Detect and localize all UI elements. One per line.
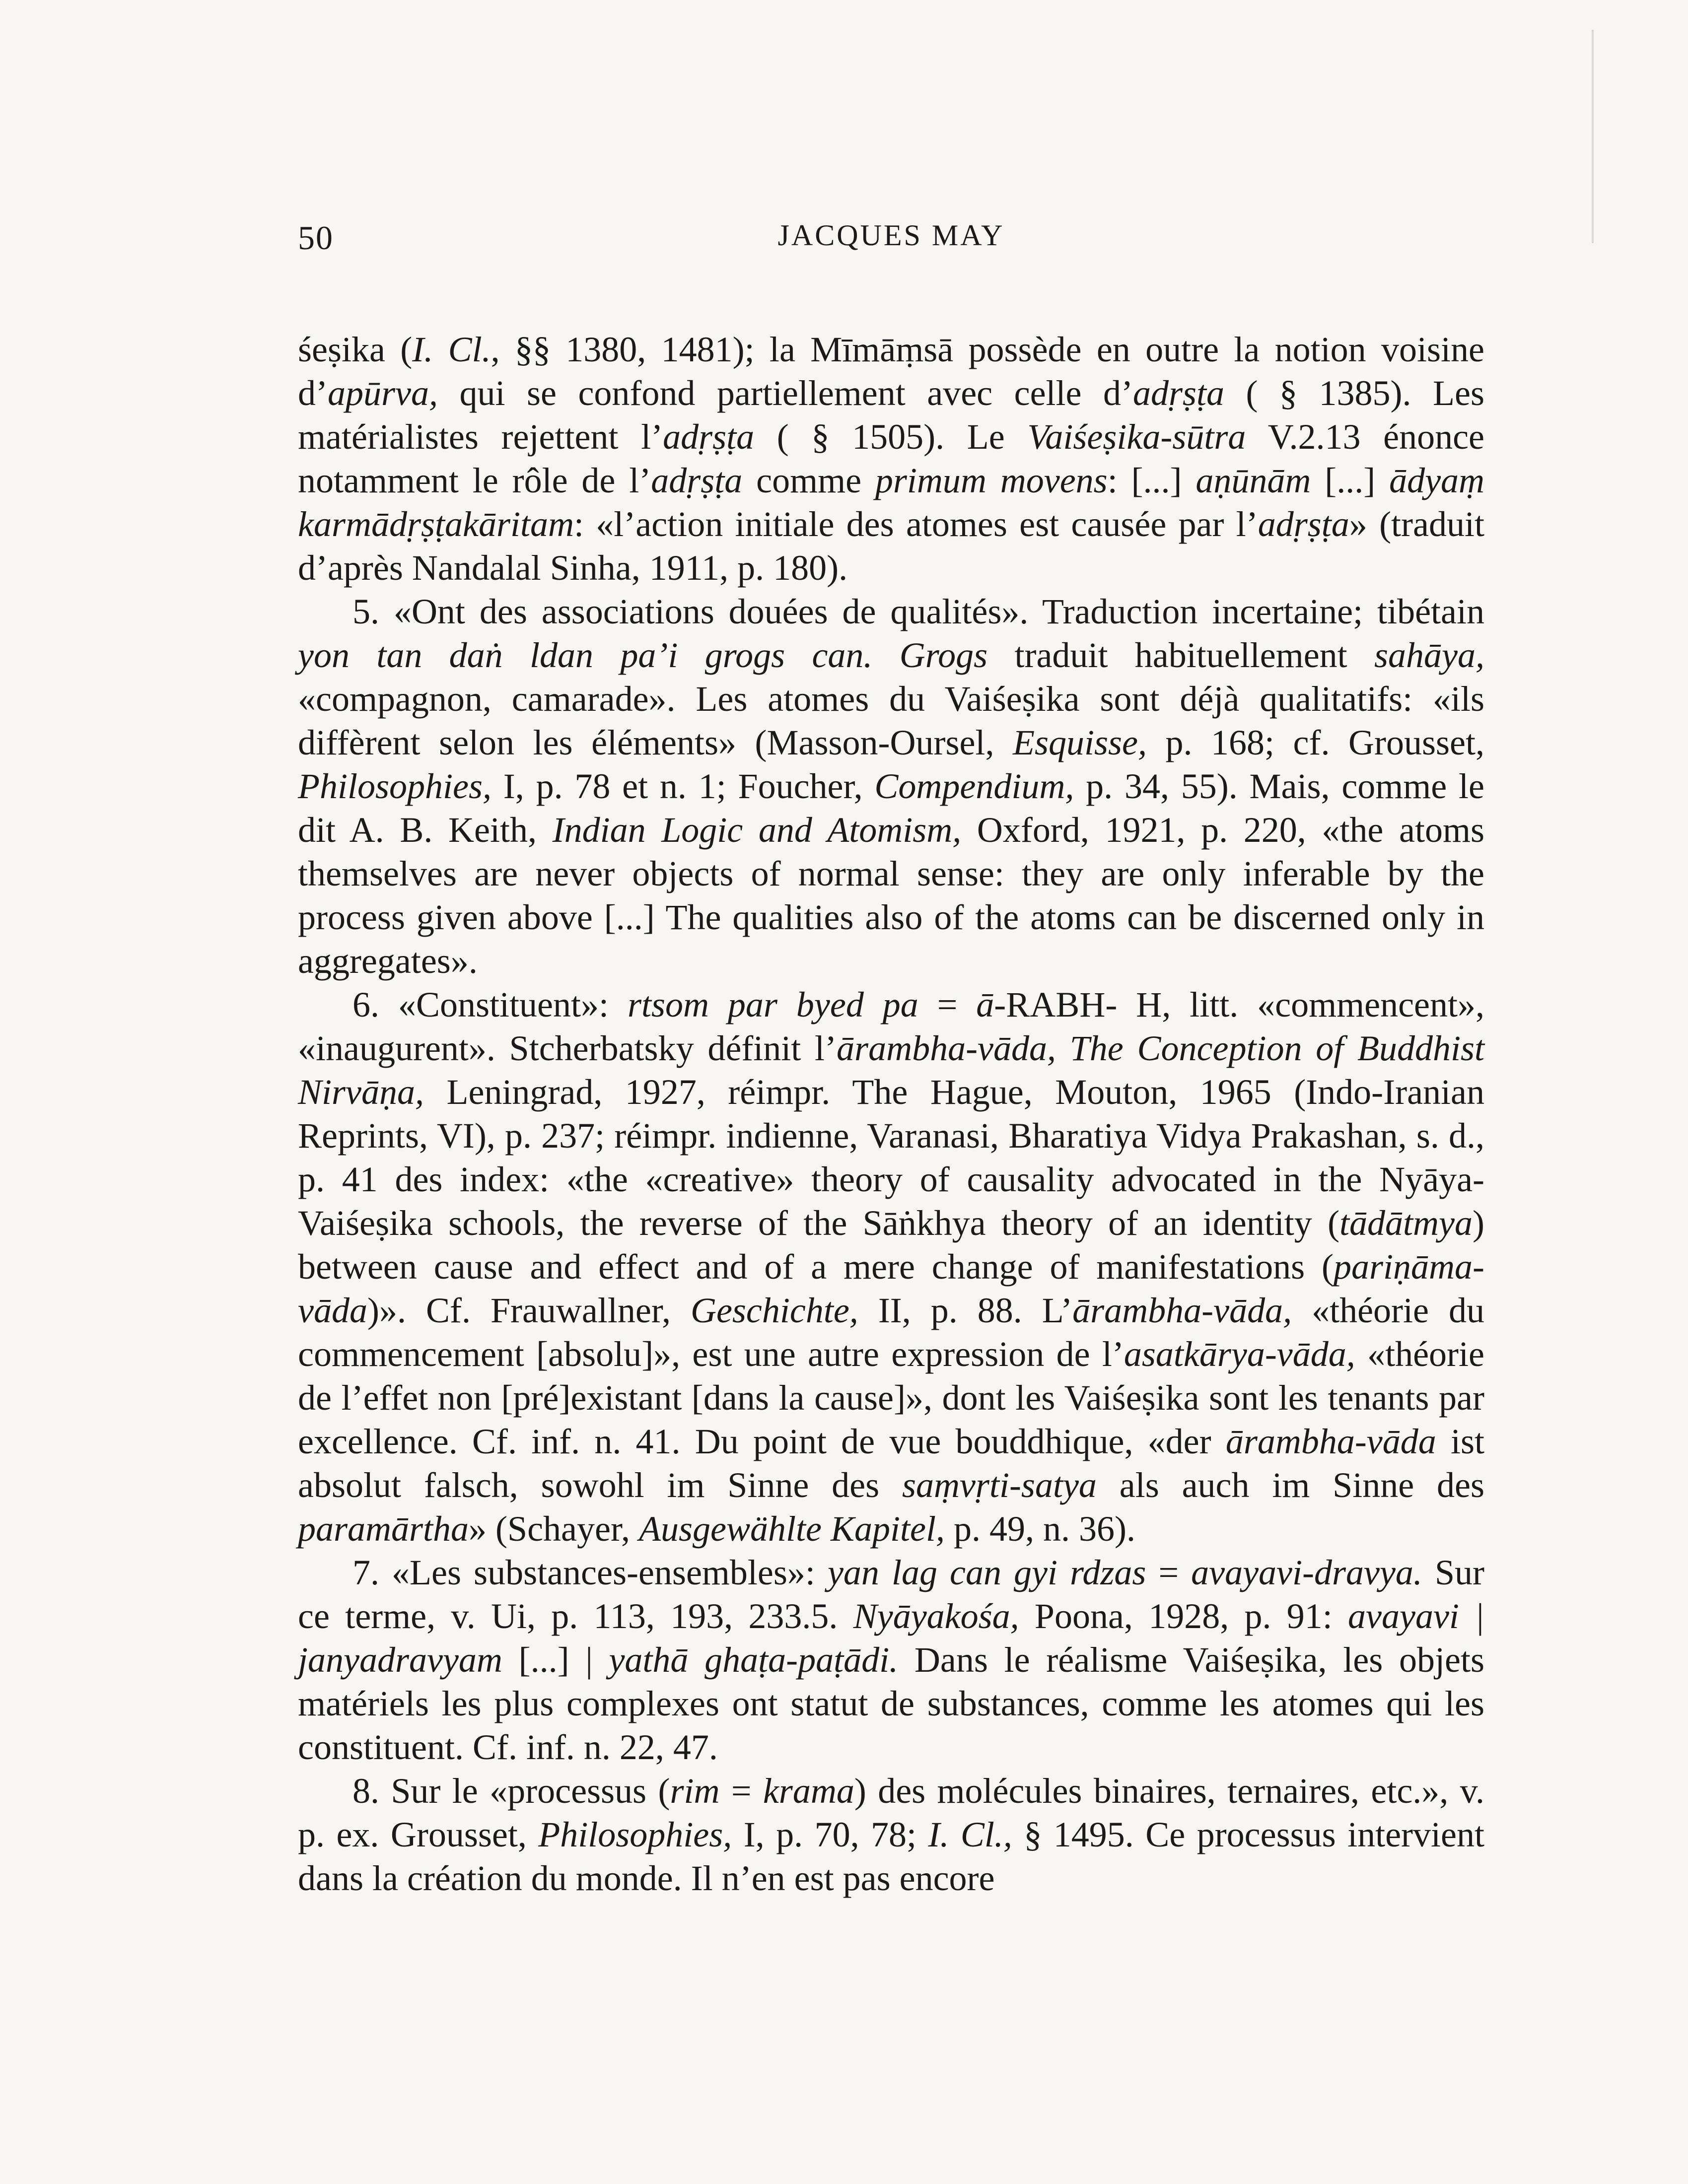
text: qui se confond partiellement avec celle d’ bbox=[437, 373, 1133, 413]
text: «théorie de l’effet non [pré]existant [dans la cause]», dont les Vaiśeṣika sont les tenants par excellence. Cf. inf. n. 41. Du point de vue bouddhique, «der bbox=[298, 1334, 1484, 1461]
text: 7. «Les substances-ensembles»: bbox=[352, 1553, 828, 1592]
italic-text: Ausgewählte Kapitel, bbox=[639, 1509, 945, 1549]
italic-text: Vaiśeṣika-sūtra bbox=[1027, 417, 1246, 457]
italic-text: pariṇāma-vāda bbox=[298, 1247, 1484, 1330]
italic-text: apūrva, bbox=[327, 373, 438, 413]
text: = bbox=[1146, 1553, 1192, 1592]
text: , §§ 1380, 1481); la Mīmāṃsā possède en outre la notion voisine d’ bbox=[298, 330, 1484, 413]
paragraph bbox=[298, 328, 1484, 590]
footnote-7 bbox=[298, 1551, 1484, 1769]
italic-text: yon tan daṅ ldan pa’i grogs can. Grogs bbox=[298, 635, 988, 675]
text: Sur ce terme, v. Ui, p. 113, 193, 233.5. bbox=[298, 1553, 1485, 1636]
italic-text: rim bbox=[670, 1771, 720, 1811]
italic-text: I. Cl., bbox=[928, 1815, 1012, 1854]
italic-text: Esquisse, bbox=[1012, 723, 1147, 762]
text: ) between cause and effect and of a mere change of manifestations ( bbox=[298, 1203, 1484, 1287]
text: Dans le réalisme Vaiśeṣika, les objets matériels les plus complexes ont statut de substances, comme les atomes qui les constituent. Cf. inf. n. 22, 47. bbox=[298, 1640, 1484, 1767]
text: «compagnon, camarade». Les atomes du Vaiśeṣika sont déjà qualitatifs: «ils diffèrent selon les éléments» (Masson-Oursel, bbox=[298, 679, 1484, 762]
italic-text: avayavi | janyadravyam bbox=[298, 1596, 1484, 1680]
text: ist absolut falsch, sowohl im Sinne des bbox=[298, 1422, 1484, 1505]
italic-text: adṛṣṭa bbox=[663, 417, 755, 457]
text: śeṣika ( bbox=[298, 330, 413, 369]
italic-text: rtsom par byed pa bbox=[627, 985, 918, 1024]
page-edge-mark bbox=[1592, 30, 1594, 243]
text: Leningrad, 1927, réimpr. The Hague, Mouton, 1965 (Indo-Iranian Reprints, VI), p. 237; réimpr. indienne, Varanasi, Bharatiya Vidya Prakashan, s. d., p. 41 des index: «the «creative» theory of causality advocated in the Nyāya-Vaiśeṣika schools, the reverse of the Sāṅkhya theory of an identity ( bbox=[298, 1072, 1484, 1243]
text: ) des molécules binaires, ternaires, etc.», v. p. ex. Grousset, bbox=[298, 1771, 1484, 1854]
italic-text: primum movens bbox=[875, 461, 1108, 500]
notes-body bbox=[298, 328, 1484, 1900]
italic-text: ārambha-vāda bbox=[1225, 1422, 1436, 1461]
text: = bbox=[719, 1771, 763, 1811]
text: als auch im Sinne des bbox=[1096, 1465, 1485, 1505]
text: )». Cf. Frauwallner, bbox=[367, 1291, 691, 1330]
footnote-6 bbox=[298, 983, 1484, 1551]
italic-text: adṛṣṭa bbox=[1258, 504, 1349, 544]
text: «théorie du commencement [absolu]», est une autre expression de l’ bbox=[298, 1291, 1484, 1374]
italic-text: Nyāyakośa, bbox=[853, 1596, 1019, 1636]
italic-text: ārambha-vāda, bbox=[1072, 1291, 1292, 1330]
text: 6. «Constituent»: bbox=[352, 985, 628, 1024]
italic-text: aṇūnām bbox=[1196, 461, 1311, 500]
text: p. 168; cf. Grousset, bbox=[1146, 723, 1484, 762]
text: V.2.13 énonce notamment le rôle de l’ bbox=[298, 417, 1484, 500]
text: » (Schayer, bbox=[469, 1509, 639, 1549]
text: Oxford, 1921, p. 220, «the atoms themselves are never objects of normal sense: they are only inferable by the process given above [...] The qualities also of the atoms can be discerned only in aggregates». bbox=[298, 810, 1485, 981]
italic-text: adṛṣṭa bbox=[1133, 373, 1225, 413]
footnote-8 bbox=[298, 1769, 1484, 1900]
italic-text: sahāya, bbox=[1374, 635, 1484, 675]
text: I, p. 70, 78; bbox=[732, 1815, 928, 1854]
text: comme bbox=[742, 461, 875, 500]
text: traduit habituellement bbox=[987, 635, 1375, 675]
text: » (traduit d’après Nandalal Sinha, 1911, p. 180). bbox=[298, 504, 1484, 588]
text: : [...] bbox=[1107, 461, 1196, 500]
italic-text: Geschichte, bbox=[690, 1291, 858, 1330]
running-head-author: JACQUES MAY bbox=[777, 219, 1005, 252]
italic-text: Compendium, bbox=[874, 766, 1074, 806]
italic-text: krama bbox=[763, 1771, 854, 1811]
italic-text: asatkārya-vāda, bbox=[1124, 1334, 1355, 1374]
text: p. 49, n. 36). bbox=[944, 1509, 1135, 1549]
italic-text: avayavi-dravya. bbox=[1191, 1553, 1422, 1592]
text: 5. «Ont des associations douées de qualités». Traduction incertaine; tibétain bbox=[352, 592, 1484, 631]
italic-text: Philosophies, bbox=[298, 766, 492, 806]
italic-text: ādyaṃ karmādṛṣṭakāritam bbox=[298, 461, 1485, 544]
text: [...] bbox=[1311, 461, 1390, 500]
italic-text: paramārtha bbox=[298, 1509, 469, 1549]
text: Poona, 1928, p. 91: bbox=[1019, 1596, 1348, 1636]
text: : «l’action initiale des atomes est causée par l’ bbox=[574, 504, 1258, 544]
text: 8. Sur le «processus ( bbox=[352, 1771, 670, 1811]
text: -RABH- H, litt. «commencent», «inaugurent». Stcherbatsky définit l’ bbox=[298, 985, 1484, 1068]
text: II, p. 88. L’ bbox=[858, 1291, 1073, 1330]
italic-text: adṛṣṭa bbox=[651, 461, 743, 500]
footnote-5 bbox=[298, 590, 1484, 983]
italic-text: saṃvṛti-satya bbox=[902, 1465, 1097, 1505]
italic-text: ārambha-vāda, The Conception of Buddhist Nirvāṇa, bbox=[298, 1028, 1485, 1112]
text: § 1495. Ce processus intervient dans la création du monde. Il n’en est pas encore bbox=[298, 1815, 1484, 1898]
italic-text: tādātmya bbox=[1339, 1203, 1473, 1243]
text: = bbox=[918, 985, 977, 1024]
page-number: 50 bbox=[298, 219, 334, 257]
italic-text: Philosophies, bbox=[538, 1815, 732, 1854]
italic-text: yathā ghaṭa-paṭādi. bbox=[609, 1640, 899, 1680]
italic-text: I. Cl. bbox=[412, 330, 491, 369]
text: I, p. 78 et n. 1; Foucher, bbox=[492, 766, 875, 806]
text: ( § 1385). Les matérialistes rejettent l’ bbox=[298, 373, 1484, 457]
text: p. 34, 55). Mais, comme le dit A. B. Keith, bbox=[298, 766, 1484, 850]
running-header bbox=[298, 218, 1484, 273]
text: ( § 1505). Le bbox=[754, 417, 1028, 457]
italic-text: yan lag can gyi rdzas bbox=[827, 1553, 1146, 1592]
italic-text: ā bbox=[976, 985, 994, 1024]
italic-text: Indian Logic and Atomism, bbox=[552, 810, 962, 850]
text: [...] | bbox=[502, 1640, 609, 1680]
